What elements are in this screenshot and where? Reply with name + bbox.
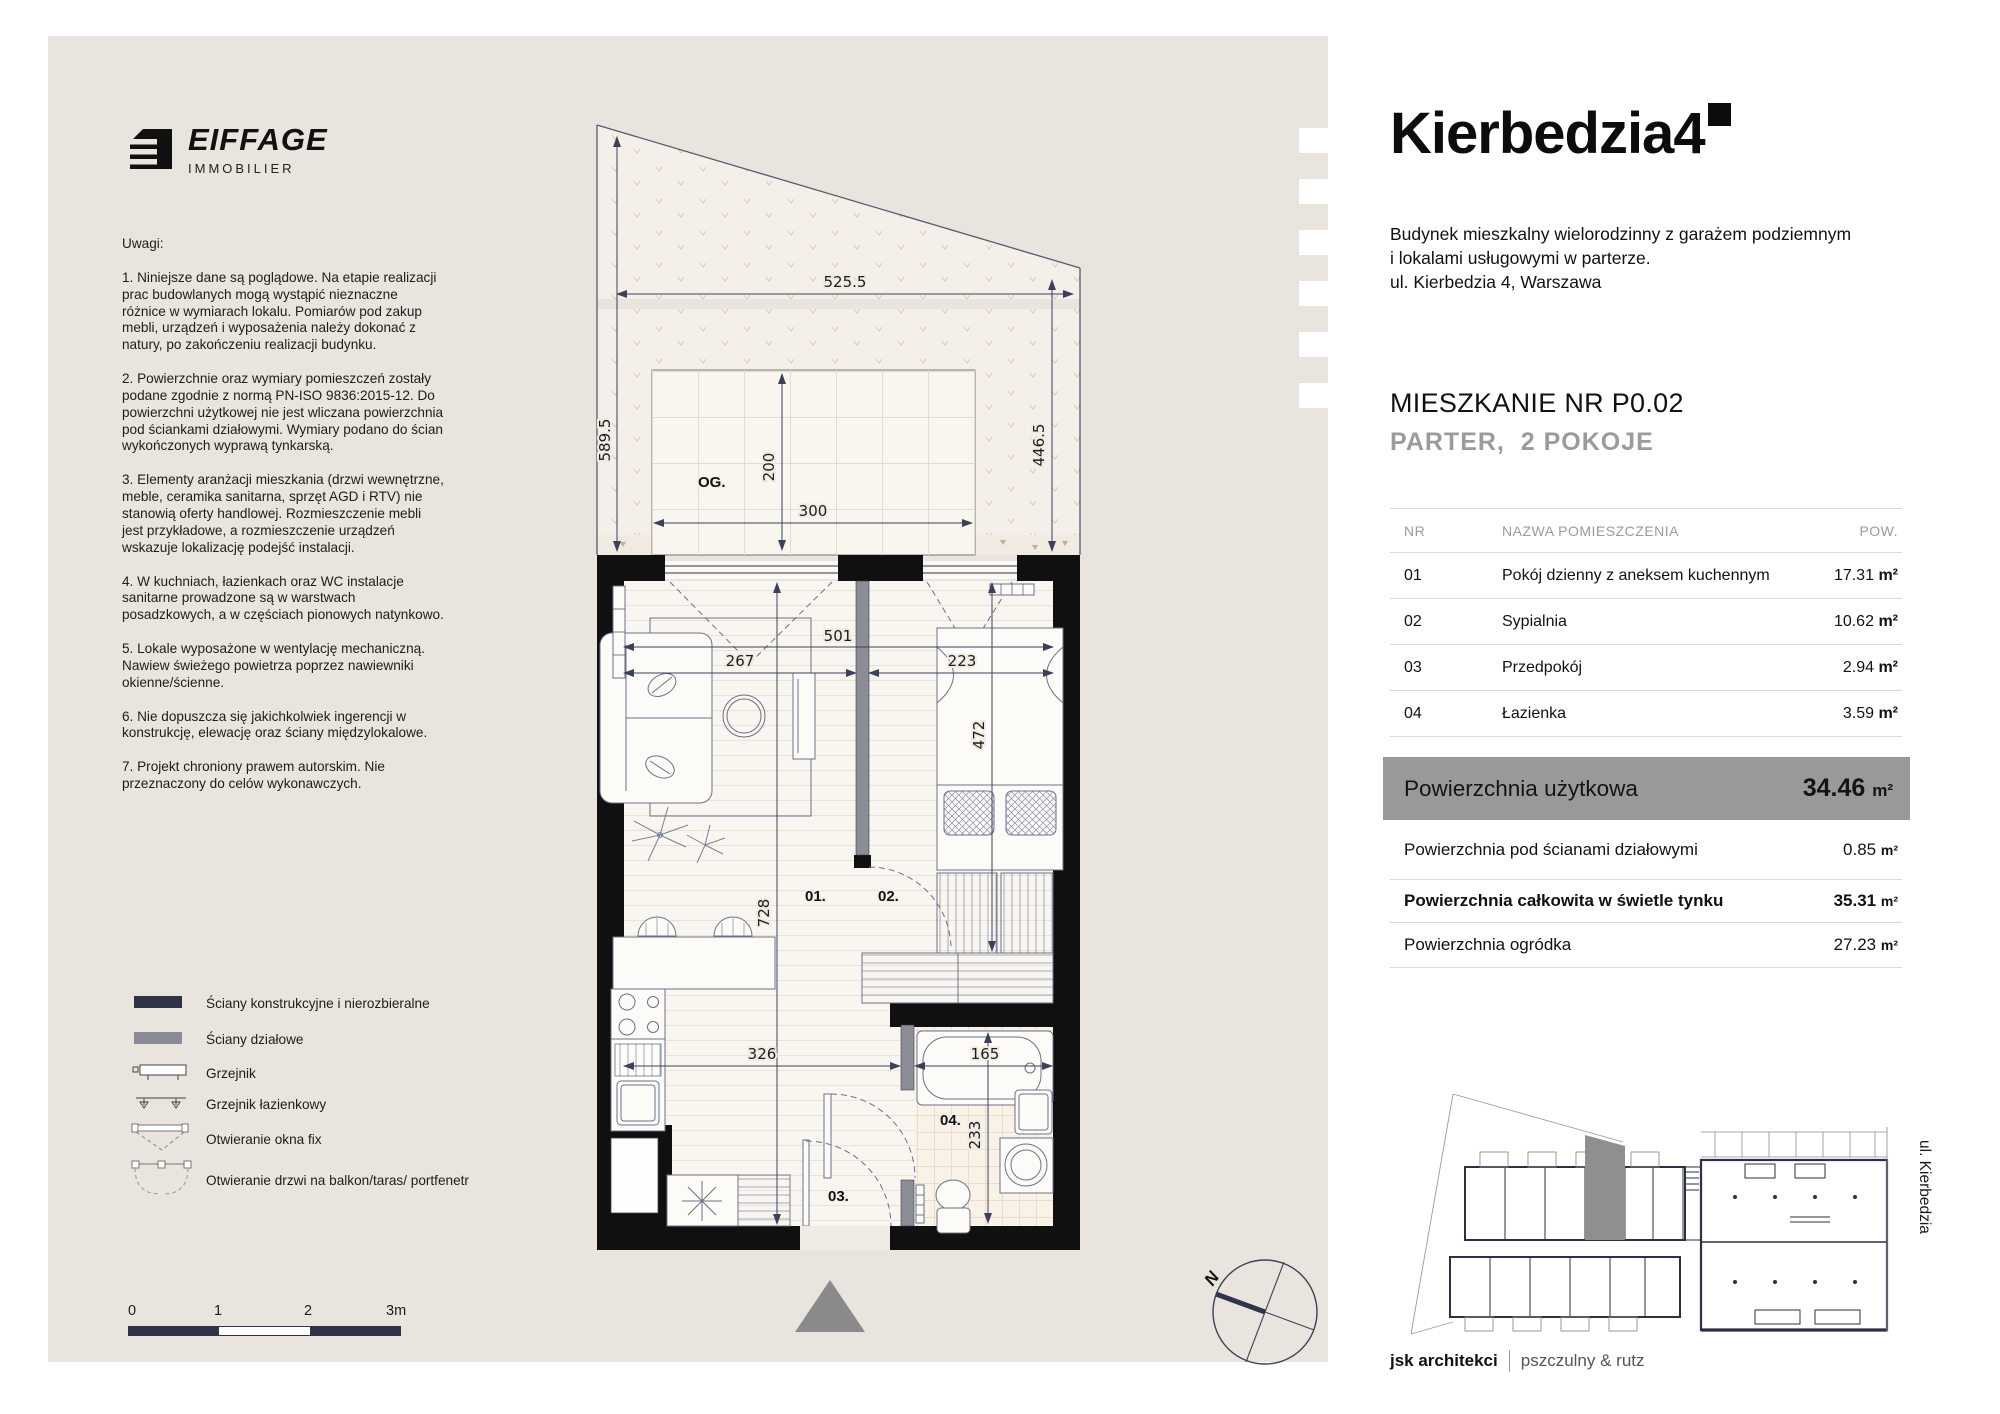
svg-text:326: 326: [747, 1045, 777, 1063]
note-item: 3. Elementy aranżacji mieszkania (drzwi wewnętrzne, meble, ceramika sanitarna, sprzęt AGD i RTV) nie stanowią oferty handlowej. Rozmieszczenie mebli jest przykładowe, a rozmieszczenie urządzeń wskazuje lokalizację podejść instalacji.: [122, 472, 444, 555]
summary-value: 27.23 m²: [1833, 935, 1898, 954]
legend-label: Otwieranie drzwi na balkon/taras/ portfenetr: [206, 1173, 469, 1188]
partners-name: pszczulny & rutz: [1520, 1351, 1645, 1370]
svg-text:01.: 01.: [805, 888, 826, 905]
garden-area: [597, 125, 1080, 555]
svg-text:728: 728: [755, 898, 773, 928]
room-nr: 04: [1404, 704, 1422, 722]
summary-row: [1390, 820, 1902, 880]
floor-plan: [560, 95, 1120, 1345]
note-item: 4. W kuchniach, łazienkach oraz WC instalacje sanitarne prowadzone są w warstwach posadzkowych, a w częściach pionowych natynkowo.: [122, 573, 444, 623]
brand-subtitle: IMMOBILIER: [188, 161, 295, 176]
table-row: [1390, 645, 1902, 691]
svg-text:267: 267: [725, 652, 755, 670]
legend-item: [128, 1062, 256, 1087]
legend-window-fix-icon: [128, 1122, 198, 1154]
room-area: 2.94 m²: [1842, 658, 1898, 676]
room-nr: 01: [1404, 566, 1422, 584]
table-row: [1390, 691, 1902, 737]
legend-balcony-door-icon: [128, 1158, 198, 1200]
room-name: Przedpokój: [1502, 658, 1583, 676]
svg-text:589.5: 589.5: [596, 418, 614, 462]
sheet-edge-notch: [1299, 281, 1328, 306]
table-row: [1390, 553, 1902, 599]
highlighted-unit: [1585, 1135, 1625, 1240]
summary-row: [1390, 923, 1902, 968]
room-name: Łazienka: [1502, 704, 1567, 722]
room-area: 3.59 m²: [1842, 704, 1898, 722]
footer-divider: [1509, 1350, 1510, 1372]
terrace: [652, 370, 975, 555]
room-name: Sypialnia: [1502, 612, 1567, 630]
sheet-edge-notch: [1299, 230, 1328, 255]
legend-radiator-icon: [128, 1062, 198, 1082]
legend-bath-radiator-icon: [128, 1092, 198, 1114]
legend-label: Grzejnik: [206, 1066, 256, 1081]
summary-value: 0.85 m²: [1843, 839, 1898, 859]
svg-text:OG.: OG.: [698, 474, 726, 491]
svg-text:472: 472: [970, 720, 988, 750]
room-name: Pokój dzienny z aneksem kuchennym: [1502, 566, 1770, 584]
notes-title: Uwagi:: [122, 236, 164, 251]
rooms-table: [1390, 508, 1902, 737]
scale-bar: [128, 1303, 408, 1345]
room-area: 17.31 m²: [1833, 566, 1898, 584]
header-pow: POW.: [1859, 522, 1898, 539]
apartment-title: MIESZKANIE NR P0.02: [1390, 388, 1684, 418]
project-title: [1390, 100, 1910, 167]
description-line: i lokalami usługowymi w parterze.: [1390, 248, 1651, 268]
legend-item: [128, 994, 430, 1015]
legend-wall-partition-icon: [128, 1030, 198, 1046]
compass-icon: [1200, 1248, 1330, 1378]
legend-item: [128, 1122, 322, 1159]
svg-text:446.5: 446.5: [1030, 423, 1048, 467]
svg-text:300: 300: [798, 502, 828, 520]
street-label: ul. Kierbedzia: [1916, 1140, 1933, 1234]
wall-shaft: [611, 1138, 658, 1213]
sheet-edge-notch: [1299, 179, 1328, 204]
scale-tick: 1: [214, 1303, 223, 1319]
project-name: Kierbedzia: [1390, 101, 1674, 166]
svg-text:501: 501: [823, 627, 853, 645]
legend-item: [128, 1030, 303, 1051]
usable-area-label: Powierzchnia użytkowa: [1404, 775, 1638, 801]
apartment-floor: PARTER, 2 POKOJE: [1390, 428, 1654, 456]
area-summary: [1390, 820, 1902, 968]
site-plan: [1395, 1072, 1910, 1344]
sheet-edge-notch: [1299, 128, 1328, 153]
legend-label: Ściany konstrukcyjne i nierozbieralne: [206, 996, 430, 1011]
legend-wall-structural-icon: [128, 994, 198, 1010]
table-header: [1390, 508, 1902, 553]
scale-bar-strip: [128, 1326, 401, 1336]
legend-label: Ściany działowe: [206, 1032, 304, 1047]
summary-value: 35.31 m²: [1833, 891, 1898, 910]
room-nr: 03: [1404, 658, 1422, 676]
eiffage-logo-icon: [126, 126, 176, 172]
summary-label: Powierzchnia pod ścianami działowymi: [1404, 839, 1698, 859]
note-item: 1. Niniejsze dane są poglądowe. Na etapie realizacji prac budowlanych mogą wystąpić nieznaczne różnice w wymiarach lokalu. Pomiarów pod zakup mebli, urządzeń i wyposażenia należy dokonać z natury, po zakończeniu realizacji budynku.: [122, 269, 437, 353]
svg-text:165: 165: [970, 1045, 1000, 1063]
summary-row: [1390, 880, 1902, 923]
logo-square-icon: [1708, 103, 1731, 126]
room-area: 10.62 m²: [1833, 612, 1898, 630]
legend-item: [128, 1092, 326, 1119]
svg-text:200: 200: [760, 452, 778, 482]
note-item: 7. Projekt chroniony prawem autorskim. Nie przeznaczony do celów wykonawczych.: [122, 759, 385, 792]
svg-text:03.: 03.: [828, 1188, 849, 1205]
sheet-edge-notch: [1299, 383, 1328, 408]
svg-text:02.: 02.: [878, 888, 899, 905]
legend-label: Otwieranie okna fix: [206, 1132, 322, 1147]
compass-north-label: N: [1200, 1268, 1224, 1290]
description-line: ul. Kierbedzia 4, Warszawa: [1390, 272, 1602, 292]
header-name: NAZWA POMIESZCZENIA: [1502, 522, 1679, 539]
svg-text:233: 233: [966, 1120, 984, 1150]
entrance-marker: [795, 1280, 865, 1332]
studio-name: jsk architekci: [1390, 1351, 1498, 1370]
project-number: 4: [1673, 101, 1705, 166]
legend-item: [128, 1158, 469, 1205]
note-item: 6. Nie dopuszcza się jakichkolwiek ingerencji w konstrukcję, elewację oraz ściany międzylokalowe.: [122, 708, 428, 741]
scale-tick: 0: [128, 1303, 137, 1319]
note-item: 2. Powierzchnie oraz wymiary pomieszczeń zostały podane zgodnie z normą PN-ISO 9836:2015-12. Do powierzchni użytkowej nie jest wliczana powierzchnia pod ściankami działowymi. Wymiary podano do ścian wykończonych wyprawą tynkarską.: [122, 371, 444, 454]
description-line: Budynek mieszkalny wielorodzinny z garażem podziemnym: [1390, 224, 1852, 244]
notes-block: [122, 236, 444, 810]
scale-tick: 3m: [386, 1303, 407, 1319]
apartment-header: [1390, 388, 1684, 457]
svg-text:223: 223: [947, 652, 977, 670]
room-nr: 02: [1404, 612, 1422, 630]
svg-text:525.5: 525.5: [823, 273, 867, 291]
legend-label: Grzejnik łazienkowy: [206, 1097, 327, 1112]
entrance-opening: [800, 1226, 890, 1250]
eiffage-logo: [126, 122, 328, 176]
sheet-edge-notch: [1299, 332, 1328, 357]
note-item: 5. Lokale wyposażone w wentylację mechaniczną. Nawiew świeżego powietrza poprzez nawiewniki okienne/ścienne.: [122, 641, 426, 690]
brand-name: EIFFAGE: [188, 122, 328, 157]
header-nr: NR: [1404, 522, 1426, 539]
svg-text:04.: 04.: [940, 1112, 961, 1129]
summary-label: Powierzchnia ogródka: [1404, 935, 1572, 954]
usable-area-highlight: [1383, 757, 1910, 820]
summary-label: Powierzchnia całkowita w świetle tynku: [1404, 891, 1724, 910]
table-row: [1390, 599, 1902, 645]
architect-footer: [1390, 1350, 1645, 1372]
usable-area-value: 34.46 m²: [1802, 774, 1893, 802]
scale-tick: 2: [304, 1303, 313, 1319]
project-description: [1390, 222, 1930, 294]
